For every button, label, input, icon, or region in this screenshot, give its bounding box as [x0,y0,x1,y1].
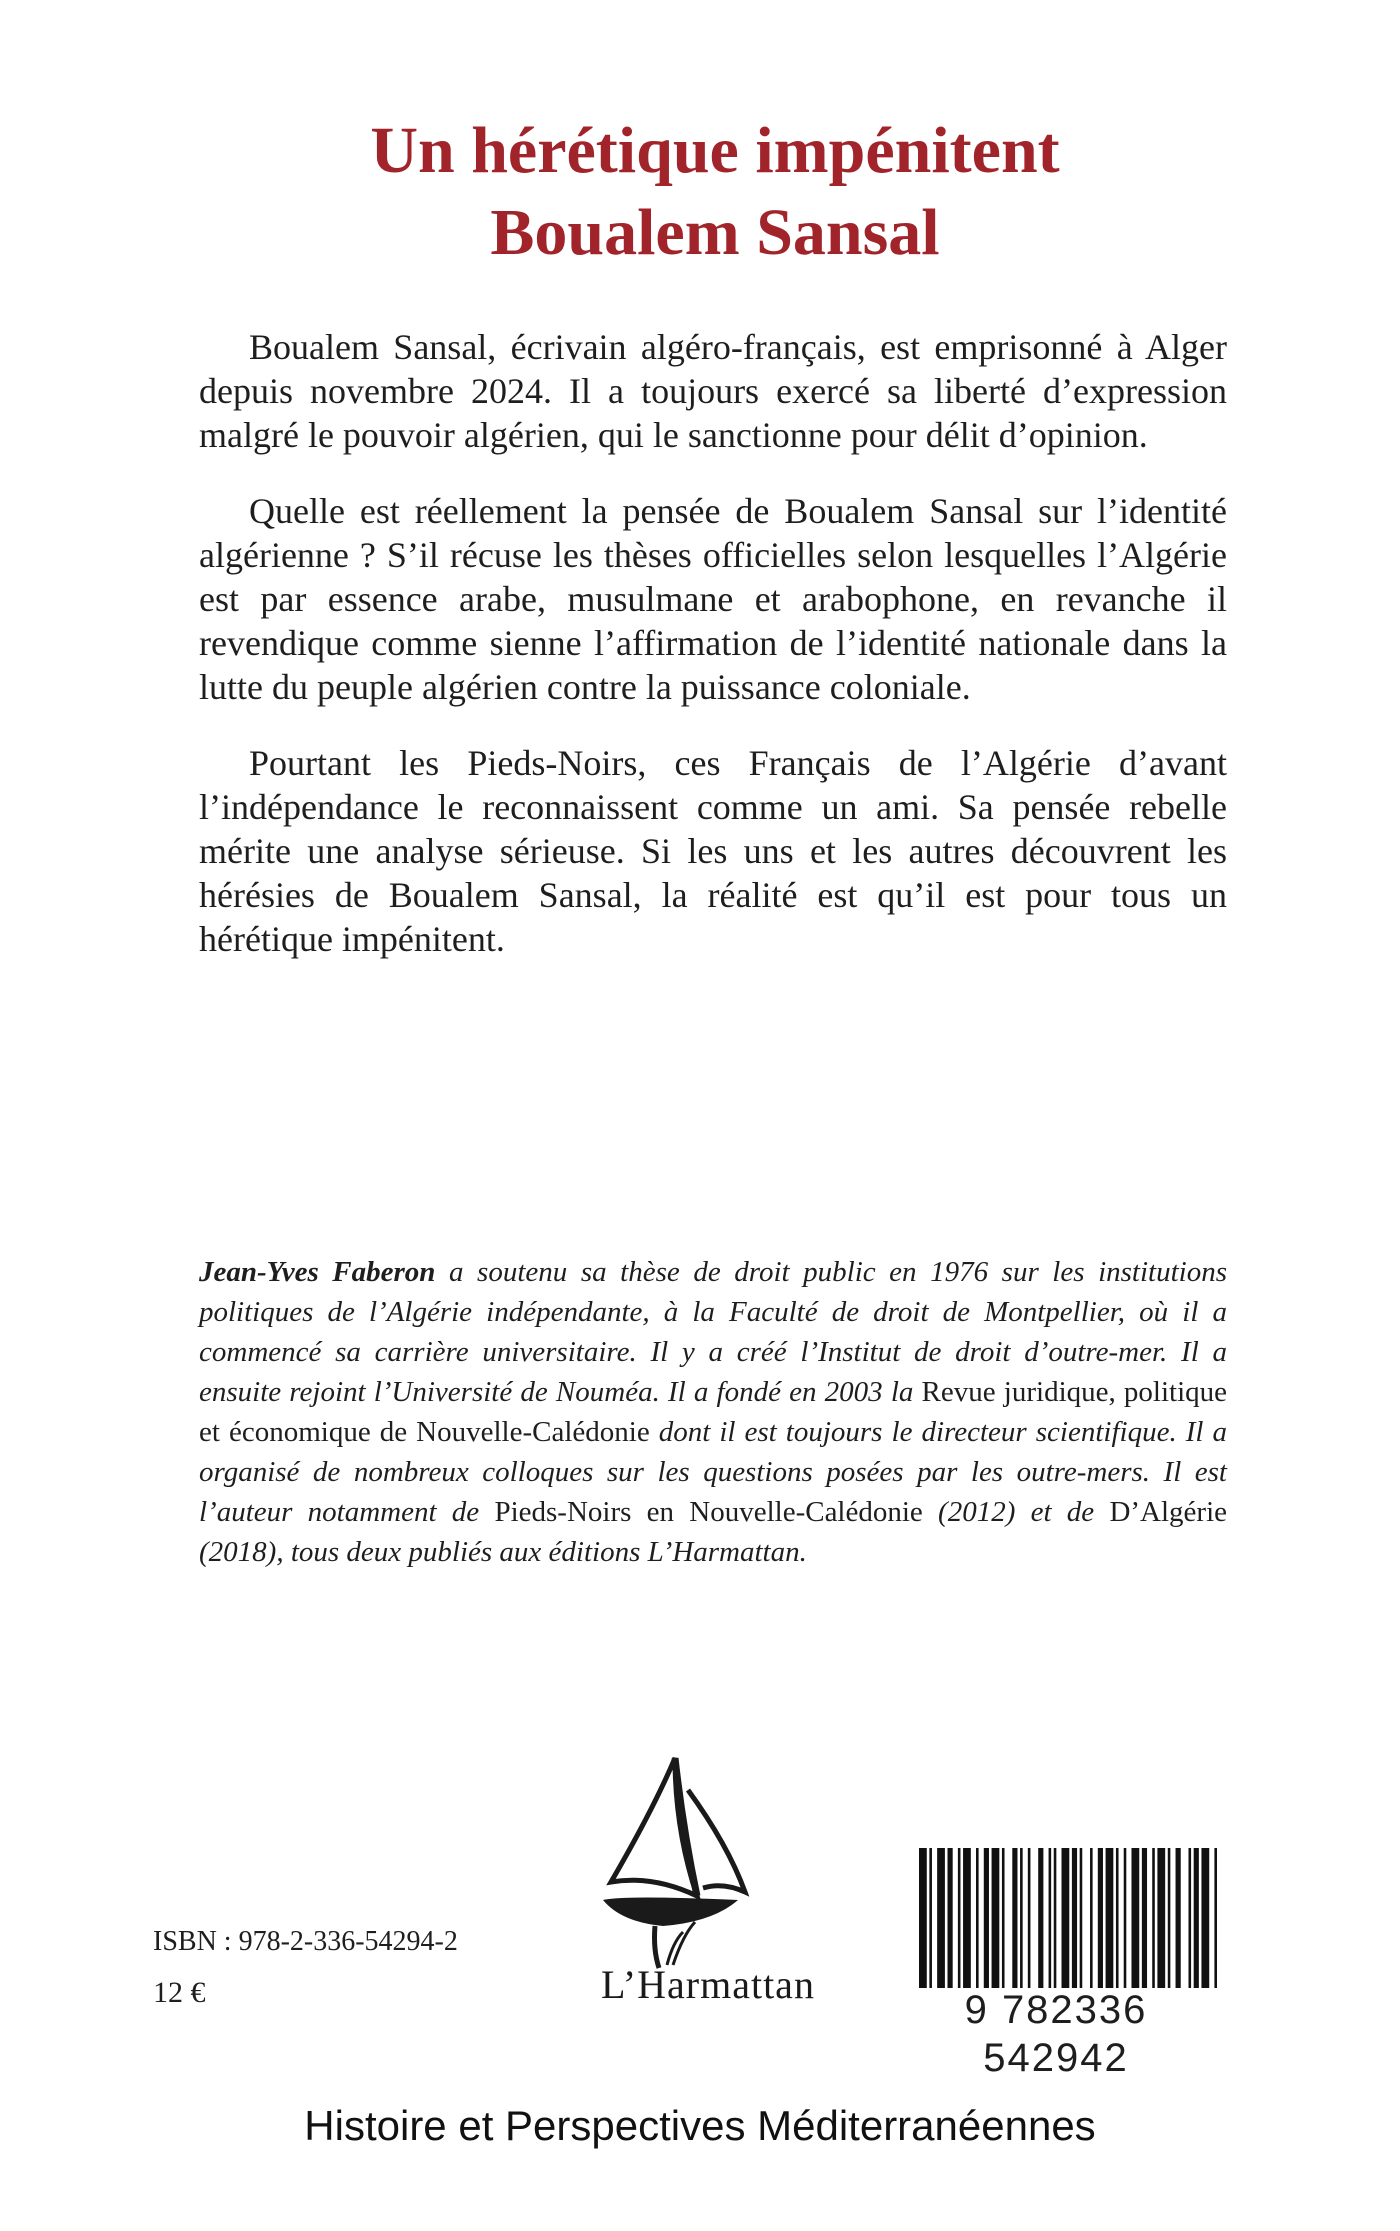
barcode-bar [1188,1848,1191,1988]
barcode-bar [1168,1848,1171,1988]
barcode-bar [1176,1848,1181,1988]
barcode-bar [976,1848,979,1988]
barcode [895,1848,1217,2080]
barcode-bar [1201,1848,1209,1988]
bio-journal-title: Revue juridique, politique et économique de Nouvelle-Calédonie [199,1376,1228,1448]
book-summary [199,325,1227,993]
barcode-bars [919,1848,1217,1988]
barcode-bar [1028,1848,1031,1988]
summary-paragraph-3: Pourtant les Pieds-Noirs, ces Français de l’Algérie d’avant l’indépendance le reconnaissent comme un ami. Sa pensée rebelle mérite une analyse sérieuse. Si les uns et les autres découvrent les hérésies de Boualem Sansal, la réalité est qu’il est pour tous un hérétique impénitent. [199,743,1227,959]
title-line-1: Un hérétique impénitent [370,114,1060,187]
barcode-bar [958,1848,961,1988]
barcode-bar [1098,1848,1103,1988]
bio-book-title-2: D’Algérie [1109,1496,1227,1528]
barcode-bar [1002,1848,1005,1988]
barcode-number: 9 782336 542942 [964,1988,1148,2080]
barcode-bar [1124,1848,1127,1988]
barcode-bar [1194,1848,1199,1988]
barcode-bar [1157,1848,1165,1988]
barcode-bar [992,1848,1000,1988]
summary-paragraph-2: Quelle est réellement la pensée de Boualem Sansal sur l’identité algérienne ? S’il récuse les thèses officielles selon lesquelles l’Algérie est par essence arabe, musulmane et arabophone, en revanche il revendique comme sienne l’affirmation de l’identité nationale dans la lutte du peuple algérien contre la puissance coloniale. [199,491,1227,707]
barcode-bar [1131,1848,1139,1988]
barcode-bar [1072,1848,1077,1988]
barcode-bar [929,1848,932,1988]
barcode-bar [1020,1848,1023,1988]
bio-text-1: a soutenu sa thèse de droit public en 1976 sur les institutions politiques de l’Algérie indépendante, à la Faculté de droit de Montpellier, où il a commencé sa carrière universitaire. Il y a créé l’Institut de droit d’outre-mer. Il a ensuite rejoint l’Université de Nouméa. Il a fondé en 2003 la [199,1256,1227,1408]
bio-text-3: (2012) et de [922,1496,1110,1528]
barcode-bar [963,1848,971,1988]
barcode-bar [948,1848,953,1988]
bio-text-4: (2018), tous deux publiés aux éditions L’Harmattan. [199,1536,807,1568]
barcode-bar [1012,1848,1017,1988]
barcode-bar [1049,1848,1052,1988]
barcode-bar [1090,1848,1093,1988]
isbn: ISBN : 978-2-336-54294-2 [153,1926,458,1957]
author-bio [199,1252,1227,1572]
bio-book-title-1: Pieds-Noirs en Nouvelle-Calédonie [494,1496,923,1528]
book-title [0,110,1400,274]
barcode-bar [1214,1848,1217,1988]
publisher-logo-text: L’Harmattan [601,1962,815,2007]
barcode-bar [1062,1848,1070,1988]
barcode-bar [1038,1848,1043,1988]
barcode-bar [1142,1848,1147,1988]
barcode-bar [1054,1848,1057,1988]
author-name: Jean-Yves Faberon [199,1256,436,1288]
barcode-bar [919,1848,927,1988]
barcode-bar [1106,1848,1114,1988]
summary-paragraph-1: Boualem Sansal, écrivain algéro-français, est emprisonné à Alger depuis novembre 2024. Il a toujours exercé sa liberté d’expression malgré le pouvoir algérien, qui le sanctionne pour délit d’opinion. [199,327,1227,455]
collection-name: Histoire et Perspectives Méditerranéennes [304,2102,1096,2149]
barcode-bar [937,1848,945,1988]
barcode-bar [1080,1848,1083,1988]
price: 12 € [153,1976,206,2009]
title-line-2: Boualem Sansal [490,196,940,269]
barcode-bar [984,1848,989,1988]
barcode-bar [1152,1848,1155,1988]
bio-text-2: dont il est toujours le directeur scientifique. Il a organisé de nombreux colloques sur les questions posées par les outre-mers. Il est l’auteur notamment de [199,1416,1227,1528]
barcode-bar [1116,1848,1119,1988]
